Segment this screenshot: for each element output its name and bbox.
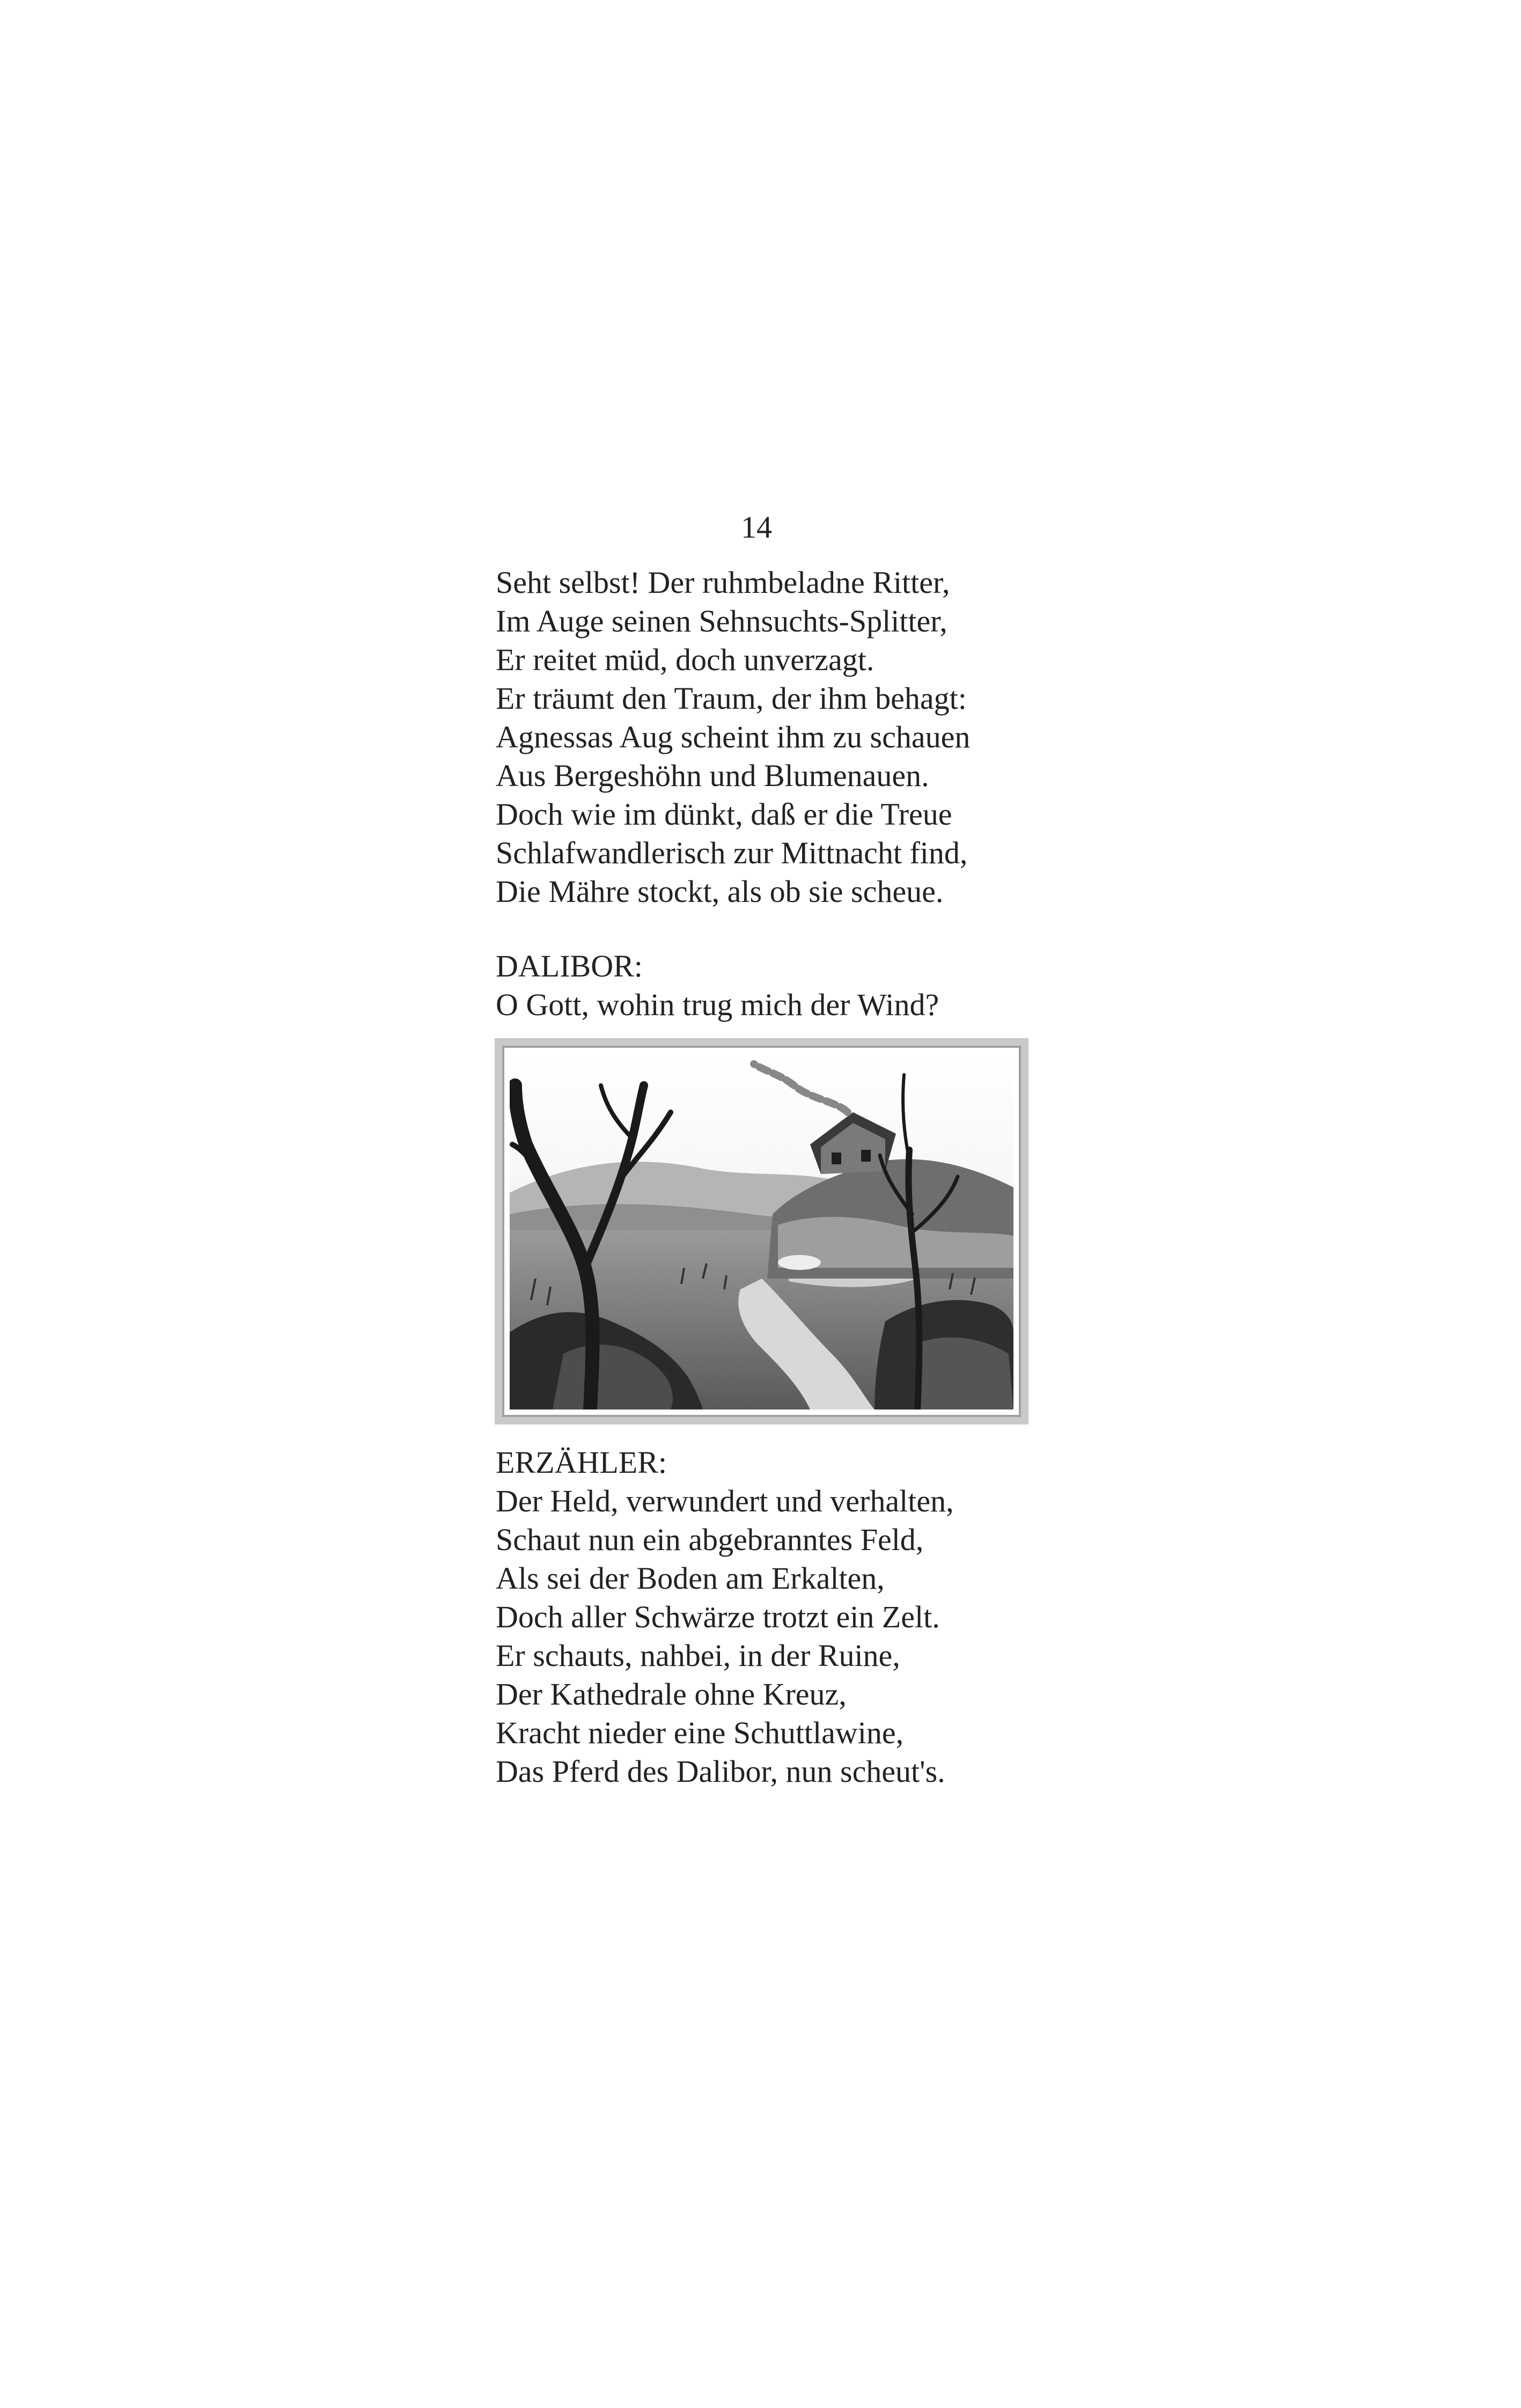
verse-line: Im Auge seinen Sehnsuchts-Splitter, bbox=[496, 604, 947, 638]
speaker-label: ERZÄHLER: bbox=[496, 1445, 667, 1480]
dialogue-dalibor bbox=[496, 947, 939, 1024]
verse-line: Der Kathedrale ohne Kreuz, bbox=[496, 1677, 847, 1712]
verse-line: Kracht nieder eine Schuttlawine, bbox=[496, 1715, 904, 1750]
verse-line: Er träumt den Traum, der ihm behagt: bbox=[496, 681, 967, 716]
verse-line: Seht selbst! Der ruhmbeladne Ritter, bbox=[496, 565, 950, 600]
speaker-label: DALIBOR: bbox=[496, 949, 643, 983]
verse-line: Als sei der Boden am Erkalten, bbox=[496, 1561, 885, 1596]
stanza-2 bbox=[496, 1443, 954, 1791]
verse-line: Der Held, verwundert und verhalten, bbox=[496, 1484, 954, 1518]
verse-line: Er schauts, nahbei, in der Ruine, bbox=[496, 1638, 900, 1673]
landscape-illustration-icon bbox=[510, 1053, 1013, 1409]
verse-line: Schlafwandlerisch zur Mittnacht find, bbox=[496, 835, 968, 870]
verse-line: Doch wie im dünkt, daß er die Treue bbox=[496, 797, 952, 832]
verse-line: Doch aller Schwärze trotzt ein Zelt. bbox=[496, 1599, 940, 1634]
verse-line: Er reitet müd, doch unverzagt. bbox=[496, 642, 875, 677]
verse-line: Aus Bergeshöhn und Blumenauen. bbox=[496, 758, 929, 793]
verse-line: Das Pferd des Dalibor, nun scheut's. bbox=[496, 1754, 945, 1789]
verse-line: Agnessas Aug scheint ihm zu schauen bbox=[496, 720, 971, 754]
verse-line: Schaut nun ein abgebranntes Feld, bbox=[496, 1522, 924, 1557]
verse-line: Die Mähre stockt, als ob sie scheue. bbox=[496, 874, 944, 909]
verse-line: O Gott, wohin trug mich der Wind? bbox=[496, 987, 939, 1022]
stanza-1 bbox=[496, 563, 970, 911]
page-number: 14 bbox=[741, 510, 772, 545]
illustration-frame bbox=[495, 1038, 1028, 1425]
